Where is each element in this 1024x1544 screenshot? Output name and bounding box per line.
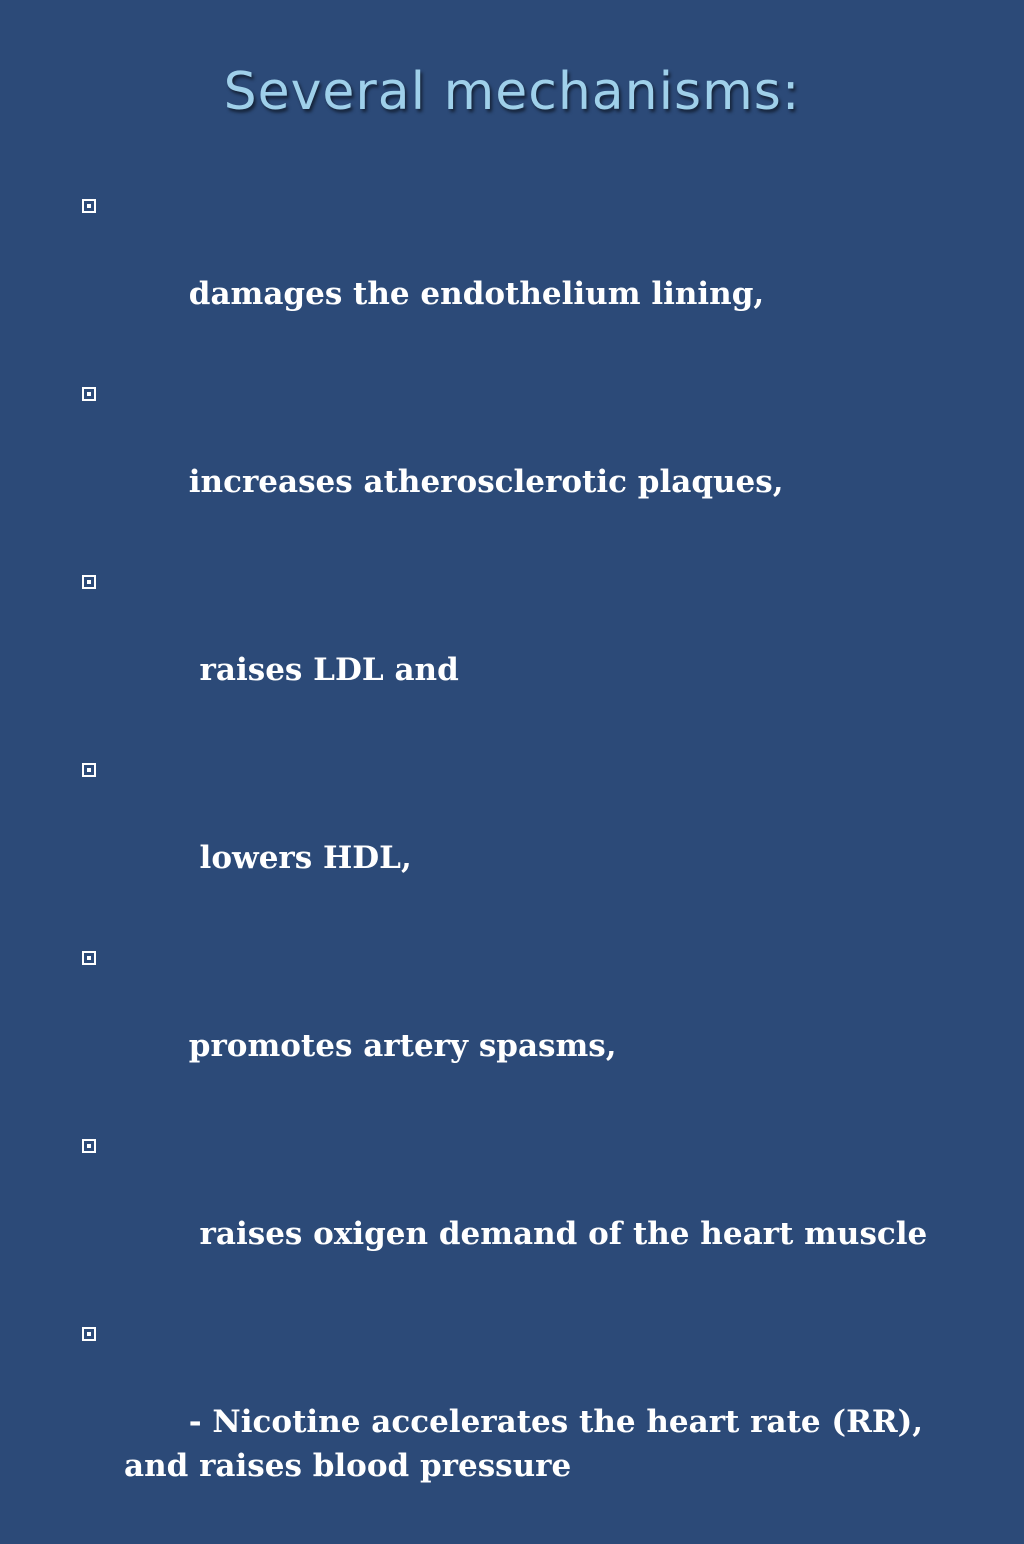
square-bullet-icon <box>82 387 96 401</box>
bullet-text: raises oxigen demand of the heart muscle <box>188 1216 928 1252</box>
bullet-item <box>82 748 962 924</box>
bullet-item <box>82 1312 962 1532</box>
square-bullet-icon <box>82 1139 96 1153</box>
bullet-text: - Nicotine accelerates the heart rate (RR), and raises blood pressure <box>124 1404 934 1484</box>
square-bullet-icon <box>82 575 96 589</box>
bullet-list <box>82 184 962 1544</box>
bullet-text: raises LDL and <box>188 652 459 688</box>
bullet-text: increases atherosclerotic plaques, <box>188 464 784 500</box>
bullet-item <box>82 936 962 1112</box>
square-bullet-icon <box>82 763 96 777</box>
bullet-item <box>82 560 962 736</box>
bullet-text: lowers HDL, <box>188 840 412 876</box>
square-bullet-icon <box>82 1327 96 1341</box>
bullet-text: promotes artery spasms, <box>188 1028 617 1064</box>
square-bullet-icon <box>82 951 96 965</box>
bullet-item <box>82 184 962 360</box>
bullet-text: damages the endothelium lining, <box>188 276 765 312</box>
slide-title: Several mechanisms: <box>223 62 801 122</box>
square-bullet-icon <box>82 199 96 213</box>
bullet-item <box>82 372 962 548</box>
bullet-item <box>82 1124 962 1300</box>
